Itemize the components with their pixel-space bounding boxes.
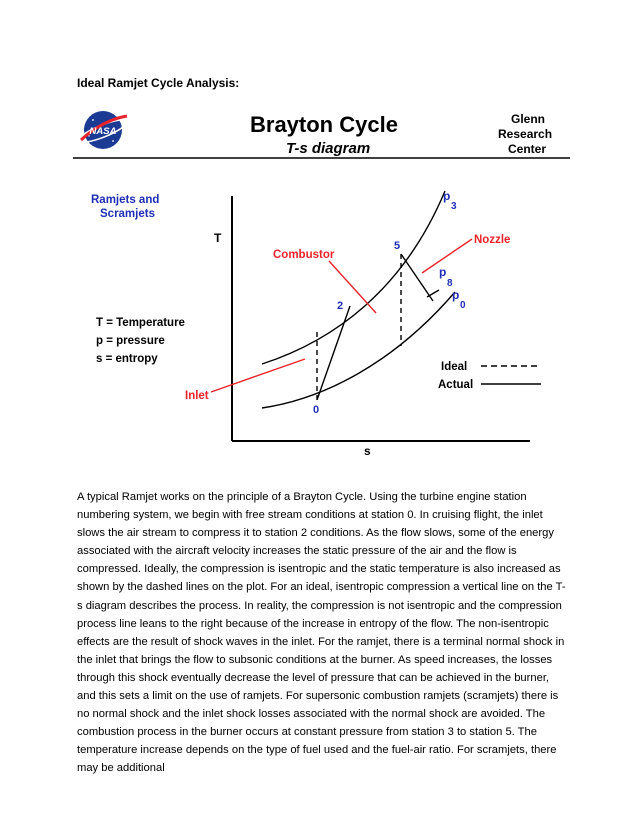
p3-subscript: 3 [451, 201, 457, 212]
figure-subtitle: T-s diagram [286, 140, 371, 157]
nozzle-pointer [422, 239, 472, 273]
p3-label [443, 189, 457, 212]
p0-subscript: 0 [460, 300, 466, 311]
inlet-pointer [211, 359, 305, 392]
p0-base: p [452, 288, 460, 302]
station-5-label: 5 [394, 240, 401, 252]
p8-subscript: 8 [447, 278, 453, 289]
body-text [77, 488, 567, 778]
p8-label [439, 265, 453, 289]
nozzle-label: Nozzle [474, 234, 511, 246]
actual-expansion-line [401, 254, 433, 301]
nasa-logo-icon [77, 111, 130, 149]
topic-line-1: Ramjets and [91, 194, 160, 206]
legend-pressure: p = pressure [96, 335, 165, 347]
legend-actual: Actual [438, 379, 474, 391]
combustor-label: Combustor [273, 249, 335, 261]
brayton-cycle-figure [73, 106, 571, 472]
legend-temperature: T = Temperature [96, 317, 185, 329]
figure-title: Brayton Cycle [250, 112, 398, 137]
legend-ideal: Ideal [441, 361, 468, 373]
ts-diagram [73, 106, 571, 472]
org-line-2: Research [498, 127, 553, 141]
topic-line-2: Scramjets [100, 208, 155, 220]
p0-curve [262, 292, 455, 408]
p0-label [452, 288, 466, 311]
page-heading: Ideal Ramjet Cycle Analysis: [77, 76, 240, 90]
inlet-label: Inlet [185, 390, 209, 402]
y-axis-label: T [214, 231, 222, 245]
p8-base: p [439, 265, 447, 279]
body-paragraph: A typical Ramjet works on the principle of a Brayton Cycle. Using the turbine engine station numbering system, we begin with free stream conditions at station 0. In cruising flight, the inlet slows the air stream to compress it to station 2 conditions. As the flow slows, some of the energy associated with the aircraft velocity increases the static pressure of the air and the flow is compressed. Ideally, the compression is isentropic and the static temperature is also increased as shown by the dashed lines on the plot. For an ideal, isentropic compression a vertical line on the T-s diagram describes the process. In reality, the compression is not isentropic and the compression process line leans to the right because of the increase in entropy of the flow. The non-isentropic effects are the result of shock waves in the inlet. For the ramjet, there is a terminal normal shock in the inlet that brings the flow to subsonic conditions at the burner. As speed increases, the losses through this shock eventually decrease the level of pressure that can be achieved in the burner, and this sets a limit on the use of ramjets. For supersonic combustion ramjets (scramjets) there is no normal shock and the inlet shock losses associated with the normal shock are avoided. The combustion process in the burner occurs at constant pressure from station 3 to station 5. The temperature increase depends on the type of fuel used and the fuel-air ratio. For scramjets, there may be additional [77, 491, 566, 775]
station-0-label: 0 [313, 404, 320, 416]
p3-base: p [443, 189, 451, 203]
station-2-label: 2 [337, 300, 344, 312]
legend-entropy: s = entropy [96, 353, 158, 365]
nasa-logo-text: NASA [89, 126, 117, 137]
x-axis-label: s [364, 444, 371, 458]
org-line-3: Center [508, 142, 547, 156]
p8-tick [427, 290, 439, 297]
org-line-1: Glenn [511, 112, 546, 126]
